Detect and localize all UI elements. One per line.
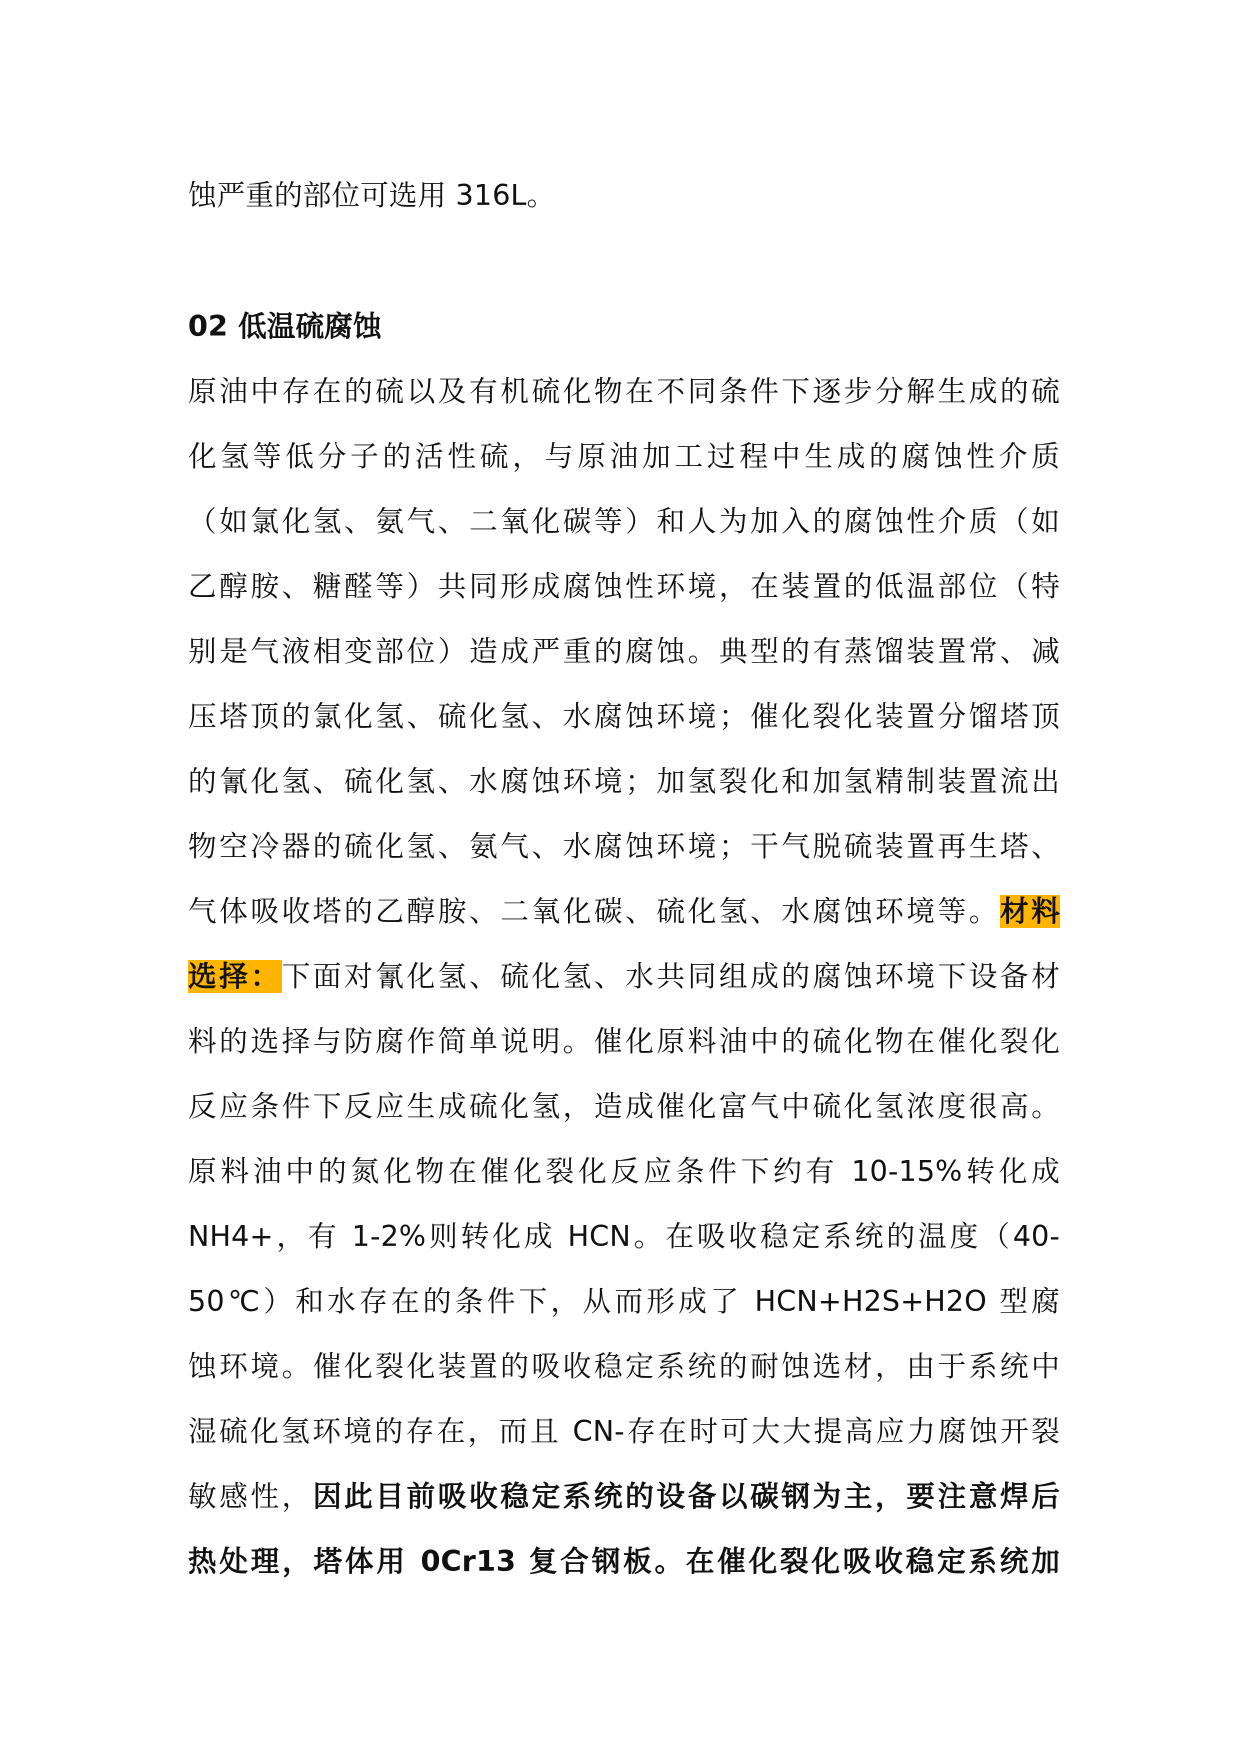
paragraph-line-2: 化氢等低分子的活性硫，与原油加工过程中生成的腐蚀性介质 bbox=[188, 440, 1060, 473]
paragraph-line-19: 热处理，塔体用 0Cr13 复合钢板。在催化裂化吸收稳定系统加 bbox=[188, 1545, 1060, 1578]
paragraph-line-14: NH4+，有 1-2%则转化成 HCN。在吸收稳定系统的温度（40- bbox=[188, 1220, 1060, 1253]
paragraph-line-10 bbox=[188, 957, 1060, 997]
paragraph-line-1: 原油中存在的硫以及有机硫化物在不同条件下逐步分解生成的硫 bbox=[188, 375, 1060, 408]
intro-tail-line: 蚀严重的部位可选用 316L。 bbox=[188, 179, 556, 212]
paragraph-line-15: 50℃）和水存在的条件下，从而形成了 HCN+H2S+H2O 型腐 bbox=[188, 1285, 1060, 1318]
paragraph-line-9 bbox=[188, 892, 1060, 932]
paragraph-line-8: 物空冷器的硫化氢、氨气、水腐蚀环境；干气脱硫装置再生塔、 bbox=[188, 830, 1060, 863]
paragraph-line-6: 压塔顶的氯化氢、硫化氢、水腐蚀环境；催化裂化装置分馏塔顶 bbox=[188, 700, 1060, 733]
paragraph-line-10-text: 下面对氰化氢、硫化氢、水共同组成的腐蚀环境下设备材 bbox=[281, 960, 1060, 993]
paragraph-line-18-text: 敏感性， bbox=[188, 1480, 313, 1513]
section-heading: 02 低温硫腐蚀 bbox=[188, 310, 382, 343]
paragraph-line-4: 乙醇胺、糖醛等）共同形成腐蚀性环境，在装置的低温部位（特 bbox=[188, 570, 1060, 603]
paragraph-line-12: 反应条件下反应生成硫化氢，造成催化富气中硫化氢浓度很高。 bbox=[188, 1090, 1060, 1123]
paragraph-line-9-text: 气体吸收塔的乙醇胺、二氧化碳、硫化氢、水腐蚀环境等。 bbox=[188, 895, 1001, 928]
paragraph-line-5: 别是气液相变部位）造成严重的腐蚀。典型的有蒸馏装置常、减 bbox=[188, 635, 1060, 668]
material-selection-highlight-end: 选择： bbox=[188, 960, 282, 993]
paragraph-line-18 bbox=[188, 1477, 1060, 1517]
paragraph-line-11: 料的选择与防腐作简单说明。催化原料油中的硫化物在催化裂化 bbox=[188, 1025, 1060, 1058]
paragraph-line-18-bold: 因此目前吸收稳定系统的设备以碳钢为主，要注意焊后 bbox=[312, 1480, 1060, 1513]
paragraph-line-16: 蚀环境。催化裂化装置的吸收稳定系统的耐蚀选材，由于系统中 bbox=[188, 1350, 1060, 1383]
paragraph-line-7: 的氰化氢、硫化氢、水腐蚀环境；加氢裂化和加氢精制装置流出 bbox=[188, 765, 1060, 798]
paragraph-line-17: 湿硫化氢环境的存在，而且 CN-存在时可大大提高应力腐蚀开裂 bbox=[188, 1415, 1060, 1448]
material-selection-highlight-start: 材料 bbox=[1000, 895, 1060, 928]
paragraph-line-3: （如氯化氢、氨气、二氧化碳等）和人为加入的腐蚀性介质（如 bbox=[188, 505, 1060, 538]
paragraph-line-13: 原料油中的氮化物在催化裂化反应条件下约有 10-15%转化成 bbox=[188, 1155, 1060, 1188]
